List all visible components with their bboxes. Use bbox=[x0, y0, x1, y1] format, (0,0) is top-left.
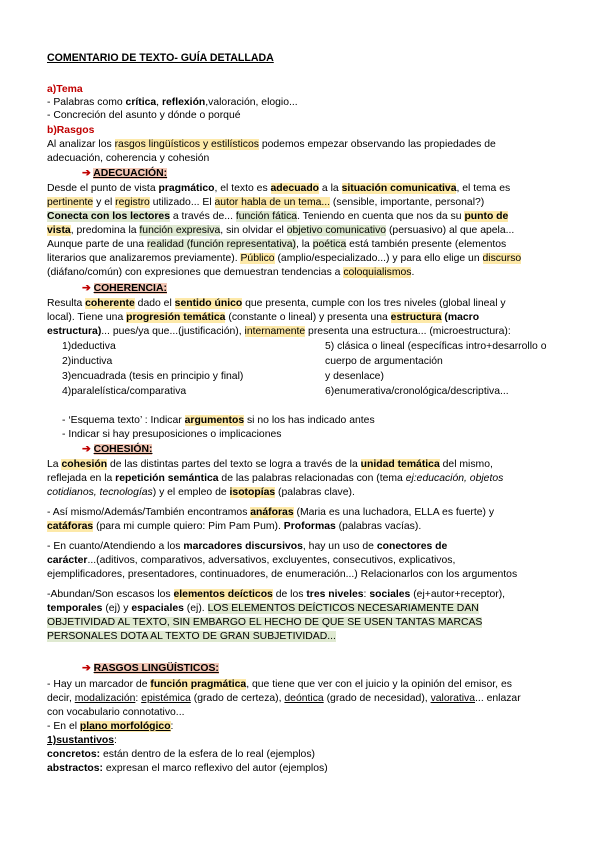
text-segment: discurso bbox=[482, 253, 522, 264]
text-line bbox=[47, 734, 117, 747]
text-segment: punto de bbox=[464, 211, 509, 222]
text-line bbox=[47, 706, 184, 719]
text-segment: reflejada en la bbox=[47, 473, 116, 484]
text-segment: marcadores discursivos bbox=[183, 541, 303, 552]
text-segment: - En cuanto/Atendiendo a los bbox=[47, 541, 184, 552]
text-segment: Desde el punto de vista bbox=[47, 183, 159, 194]
text-segment: RASGOS LINGÜÍSTICOS: bbox=[93, 663, 219, 674]
text-segment: COMENTARIO DE TEXTO- GUÍA DETALLADA bbox=[47, 52, 274, 64]
text-segment: adecuación, coherencia y cohesión bbox=[47, 153, 210, 164]
text-line bbox=[325, 355, 443, 368]
text-segment: : bbox=[113, 735, 117, 746]
text-segment: sentido único bbox=[174, 298, 243, 309]
text-line bbox=[47, 152, 209, 165]
text-segment: espaciales bbox=[131, 603, 184, 614]
text-segment: internamente bbox=[244, 326, 306, 337]
text-segment: que presenta, cumple con los tres niveles (global lineal y bbox=[242, 298, 506, 309]
text-segment: crítica bbox=[125, 97, 157, 108]
text-line bbox=[47, 692, 521, 705]
text-segment: con vocabulario connotativo... bbox=[47, 707, 185, 718]
text-line bbox=[82, 443, 152, 456]
text-segment: (amplio/especializado...) y para ello elige un bbox=[274, 253, 483, 264]
text-segment: isotopías bbox=[229, 487, 276, 498]
text-segment: PERSONALES DOTA AL TEXTO DE GRAN SUBJETIVIDAD... bbox=[47, 631, 336, 642]
text-segment: ...(aditivos, comparativos, adversativos, excluyentes, consecutivos, explicativos, bbox=[87, 555, 456, 566]
text-segment: situación comunicativa bbox=[341, 183, 457, 194]
text-segment: . bbox=[411, 267, 415, 278]
text-segment: , hay un uso de bbox=[302, 541, 377, 552]
text-segment: carácter bbox=[47, 555, 88, 566]
text-segment: epistémica bbox=[141, 693, 191, 704]
text-line bbox=[47, 720, 173, 733]
text-segment: ADECUACIÓN: bbox=[93, 168, 168, 179]
text-line bbox=[47, 96, 298, 109]
text-segment: Conecta con los lectores bbox=[47, 211, 170, 222]
text-segment: , el texto es bbox=[214, 183, 271, 194]
arrow-icon: ➔ bbox=[82, 283, 94, 294]
text-segment: cohesión bbox=[61, 459, 108, 470]
text-segment: están dentro de la esfera de lo real (ejemplos) bbox=[100, 749, 315, 760]
text-line bbox=[62, 355, 112, 368]
text-segment: (persuasivo) al que apela... bbox=[386, 225, 515, 236]
text-segment: , bbox=[156, 97, 162, 108]
text-segment: a la bbox=[319, 183, 342, 194]
text-segment: presenta una estructura... (microestructura): bbox=[305, 326, 511, 337]
text-segment: Público bbox=[240, 253, 275, 264]
text-segment: dado el bbox=[134, 298, 175, 309]
text-line bbox=[47, 297, 506, 310]
text-segment: : bbox=[170, 721, 174, 732]
text-segment: OBJETIVIDAD AL TEXTO, SIN EMBARGO EL HECHO DE QUE SE USEN TANTAS MARCAS bbox=[47, 617, 483, 628]
text-segment: ej:educación, objetos bbox=[405, 473, 504, 484]
text-segment: progresión temática bbox=[126, 312, 226, 323]
text-line bbox=[47, 109, 241, 122]
text-segment: función fática bbox=[235, 211, 298, 222]
text-segment: - Hay un marcador de bbox=[47, 679, 151, 690]
text-segment: realidad (función representativa) bbox=[146, 239, 296, 250]
text-segment: , la bbox=[295, 239, 313, 250]
text-segment: 6)enumerativa/cronológica/descriptiva... bbox=[325, 386, 509, 397]
text-segment: coherente bbox=[85, 298, 135, 309]
text-segment: modalización bbox=[74, 693, 136, 704]
text-segment: , predomina la bbox=[70, 225, 140, 236]
text-segment: : bbox=[135, 693, 142, 704]
text-line bbox=[47, 458, 493, 471]
text-segment: adecuado bbox=[270, 183, 320, 194]
text-segment: a)Tema bbox=[47, 84, 83, 95]
text-segment: pragmático bbox=[158, 183, 215, 194]
text-segment: (macro bbox=[444, 312, 480, 323]
text-segment: (palabras vacías). bbox=[335, 521, 422, 532]
text-line bbox=[47, 602, 479, 615]
text-segment: (grado de certeza), bbox=[190, 693, 285, 704]
text-line bbox=[82, 282, 167, 295]
text-segment: cotidianos, tecnologías bbox=[47, 487, 153, 498]
text-segment: COHERENCIA: bbox=[93, 283, 167, 294]
text-segment: (ej+autor+receptor), bbox=[410, 589, 506, 600]
text-segment: pertinente bbox=[47, 197, 94, 208]
text-segment: , sin olvidar el bbox=[220, 225, 287, 236]
text-segment: a través de... bbox=[170, 211, 236, 222]
text-line bbox=[47, 588, 505, 601]
text-segment: - Así mismo/Además/También encontramos bbox=[47, 507, 251, 518]
text-segment: de los bbox=[272, 589, 307, 600]
text-segment: 1)deductiva bbox=[62, 341, 116, 352]
text-segment: utilizado... El bbox=[149, 197, 215, 208]
text-line bbox=[47, 554, 455, 567]
text-line bbox=[47, 266, 414, 279]
text-segment: repetición semántica bbox=[115, 473, 219, 484]
text-line bbox=[47, 83, 83, 96]
text-line bbox=[47, 630, 336, 643]
text-segment: de las palabras relacionadas con (tema bbox=[218, 473, 406, 484]
text-line bbox=[62, 385, 186, 398]
text-segment: literarios que analizaremos previamente). bbox=[47, 253, 241, 264]
text-segment: (diáfano/común) con expresiones que demuestran tendencias a bbox=[47, 267, 344, 278]
text-segment: tres niveles bbox=[306, 589, 364, 600]
text-segment: , el tema es bbox=[456, 183, 511, 194]
text-line bbox=[47, 325, 511, 338]
text-line bbox=[47, 506, 494, 519]
text-segment: Resulta bbox=[47, 298, 86, 309]
text-line bbox=[62, 428, 281, 441]
text-segment: (palabras clave). bbox=[275, 487, 355, 498]
text-segment: unidad temática bbox=[360, 459, 440, 470]
text-segment: de las distintas partes del texto se logra a través de la bbox=[107, 459, 361, 470]
text-segment: expresan el marco reflexivo del autor (ejemplos) bbox=[103, 763, 328, 774]
text-segment: (Maria es una luchadora, ELLA es fuerte) y bbox=[293, 507, 495, 518]
text-line bbox=[47, 210, 508, 223]
text-segment: del mismo, bbox=[439, 459, 493, 470]
text-segment: 4)paralelística/comparativa bbox=[62, 386, 187, 397]
text-line bbox=[47, 568, 517, 581]
text-line bbox=[47, 472, 503, 485]
text-segment: valorativa bbox=[430, 693, 476, 704]
text-line bbox=[47, 678, 512, 691]
text-segment: (ej). bbox=[183, 603, 208, 614]
text-segment: sociales bbox=[369, 589, 411, 600]
text-segment: catáforas bbox=[47, 521, 94, 532]
text-line bbox=[82, 167, 167, 180]
text-segment: decir, bbox=[47, 693, 75, 704]
text-line bbox=[47, 311, 479, 324]
text-line bbox=[47, 138, 496, 151]
text-line bbox=[47, 540, 447, 553]
text-segment: 3)encuadrada (tesis en principio y final) bbox=[62, 371, 244, 382]
text-line bbox=[47, 486, 355, 499]
text-segment: ,valoración, elogio... bbox=[205, 97, 298, 108]
text-line bbox=[62, 340, 116, 353]
arrow-icon: ➔ bbox=[82, 444, 94, 455]
text-segment: , que tiene que ver con el juicio y la opinión del emisor, es bbox=[246, 679, 512, 690]
text-segment: - En el bbox=[47, 721, 80, 732]
text-line bbox=[62, 414, 375, 427]
text-segment: (ej) y bbox=[102, 603, 132, 614]
text-segment: COHESIÓN: bbox=[93, 444, 153, 455]
text-segment: estructura) bbox=[47, 326, 102, 337]
document-title bbox=[47, 52, 274, 65]
text-segment: (sensible, importante, personal?) bbox=[330, 197, 485, 208]
text-line bbox=[47, 616, 482, 629]
text-line bbox=[47, 748, 315, 761]
text-segment: reflexión bbox=[161, 97, 206, 108]
text-segment: poética bbox=[312, 239, 347, 250]
text-segment: (para mi cumple quiero: Pim Pam Pum). bbox=[93, 521, 284, 532]
text-segment: - Indicar si hay presuposiciones o implicaciones bbox=[62, 429, 282, 440]
text-line bbox=[47, 224, 514, 237]
text-line bbox=[47, 182, 510, 195]
text-segment: Proformas bbox=[283, 521, 336, 532]
text-segment: ... enlazar bbox=[475, 693, 521, 704]
text-segment: conectores de bbox=[376, 541, 448, 552]
text-segment: La bbox=[47, 459, 62, 470]
text-line bbox=[47, 520, 421, 533]
text-segment: ejemplificadores, presentadores, continuadores, de enumeración...) Relacionarlos con los argumentos bbox=[47, 569, 518, 580]
arrow-icon: ➔ bbox=[82, 663, 94, 674]
text-segment: si no los has indicado antes bbox=[244, 415, 375, 426]
text-segment: (constante o lineal) y presenta una bbox=[225, 312, 391, 323]
text-segment: (grado de necesidad), bbox=[323, 693, 431, 704]
text-segment: - ‘Esquema texto’ : Indicar bbox=[62, 415, 185, 426]
text-segment: Al analizar los bbox=[47, 139, 115, 150]
text-segment: podemos empezar observando las propiedades de bbox=[258, 139, 496, 150]
text-segment: cuerpo de argumentación bbox=[325, 356, 443, 367]
text-segment: estructura bbox=[390, 312, 442, 323]
text-segment: : bbox=[363, 589, 370, 600]
text-segment: - Palabras como bbox=[47, 97, 126, 108]
text-segment: argumentos bbox=[184, 415, 245, 426]
text-line bbox=[47, 762, 328, 775]
text-line bbox=[62, 370, 243, 383]
text-segment: . Teniendo en cuenta que nos da su bbox=[297, 211, 465, 222]
text-segment: autor habla de un tema... bbox=[214, 197, 331, 208]
text-segment: está también presente (elementos bbox=[346, 239, 507, 250]
text-line bbox=[47, 252, 521, 265]
text-line bbox=[82, 662, 219, 675]
text-segment: elementos deícticos bbox=[173, 589, 273, 600]
text-line bbox=[47, 238, 506, 251]
text-segment: y desenlace) bbox=[325, 371, 384, 382]
arrow-icon: ➔ bbox=[82, 168, 94, 179]
text-segment: temporales bbox=[47, 603, 103, 614]
text-segment: anáforas bbox=[250, 507, 294, 518]
text-segment: b)Rasgos bbox=[47, 125, 95, 136]
text-segment: abstractos: bbox=[47, 763, 104, 774]
text-line bbox=[325, 340, 547, 353]
text-segment: función pragmática bbox=[150, 679, 247, 690]
text-segment: objetivo comunicativo bbox=[286, 225, 387, 236]
text-line bbox=[325, 385, 509, 398]
text-segment: deóntica bbox=[284, 693, 324, 704]
text-segment: 2)inductiva bbox=[62, 356, 113, 367]
text-segment: 1)sustantivos bbox=[47, 735, 114, 746]
text-segment: vista bbox=[47, 225, 71, 236]
text-segment: ... pues/ya que...(justificación), bbox=[101, 326, 245, 337]
text-segment: coloquialismos bbox=[343, 267, 412, 278]
text-segment: local). Tiene una bbox=[47, 312, 127, 323]
text-segment: y el bbox=[93, 197, 116, 208]
text-segment: función expresiva bbox=[139, 225, 221, 236]
text-line bbox=[47, 196, 484, 209]
text-segment: registro bbox=[115, 197, 150, 208]
text-segment: rasgos lingüísticos y estilísticos bbox=[114, 139, 259, 150]
text-segment: Aunque parte de una bbox=[47, 239, 147, 250]
text-segment: - Concreción del asunto y dónde o porqué bbox=[47, 110, 241, 121]
text-segment: ) y el empleo de bbox=[152, 487, 230, 498]
text-line bbox=[325, 370, 384, 383]
text-segment: -Abundan/Son escasos los bbox=[47, 589, 174, 600]
text-segment: LOS ELEMENTOS DEÍCTICOS NECESARIAMENTE DAN bbox=[207, 603, 479, 614]
text-segment: 5) clásica o lineal (específicas intro+desarrollo o bbox=[325, 341, 547, 352]
text-segment: concretos: bbox=[47, 749, 101, 760]
text-line bbox=[47, 124, 94, 137]
text-segment: plano morfológico bbox=[79, 721, 171, 732]
